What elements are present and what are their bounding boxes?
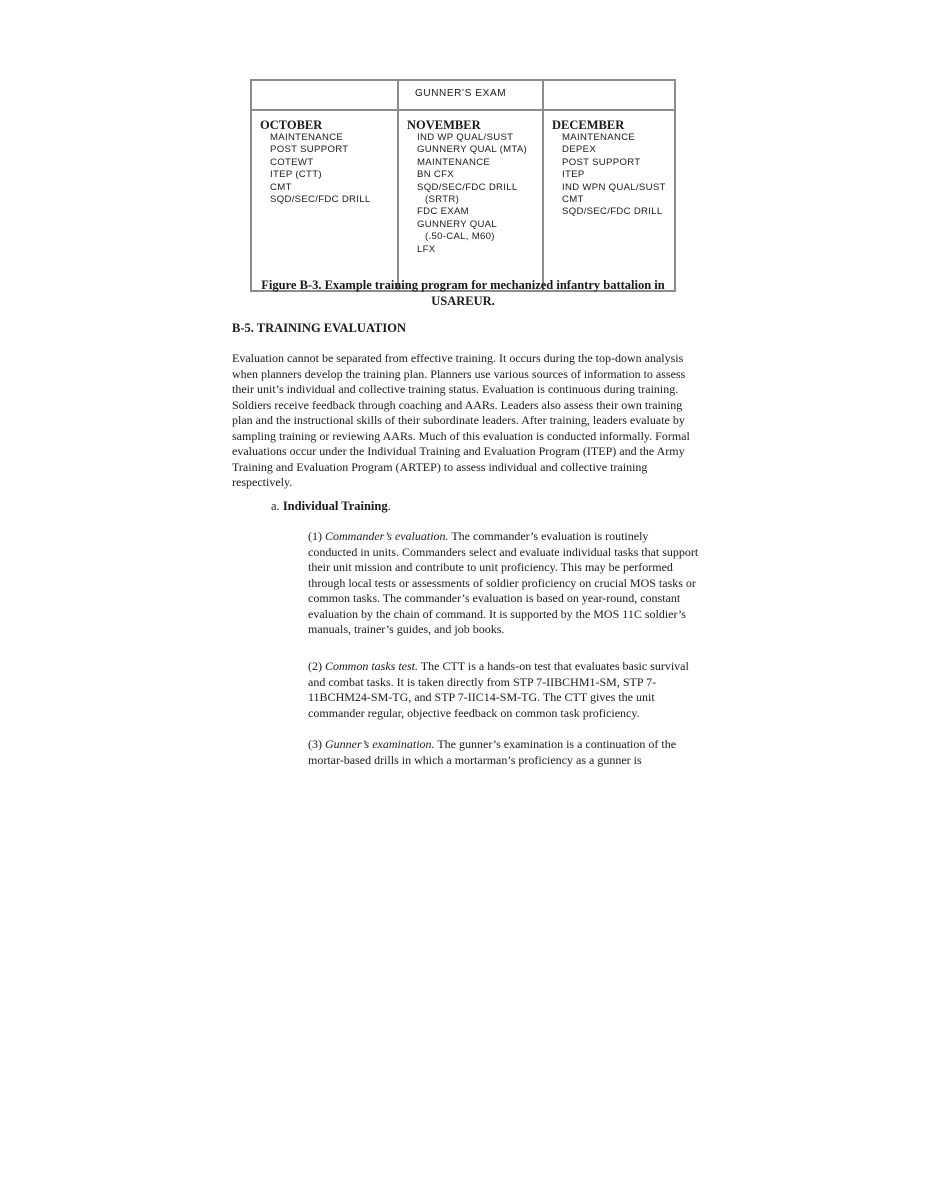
figure-caption: [232, 277, 694, 309]
list-item: IND WP QUAL/SUST: [417, 132, 514, 143]
month-column-october: [252, 111, 399, 290]
table-months-row: [252, 111, 674, 290]
list-item: CMT: [270, 181, 292, 193]
table-header-cell-2: GUNNER’S EXAM: [399, 81, 544, 109]
list-item: GUNNERY QUAL (MTA): [417, 144, 528, 156]
table-header-row: [252, 81, 674, 111]
list-item: (SRTR): [425, 194, 460, 206]
caption-line-2: USAREUR.: [431, 294, 495, 308]
month-title: OCTOBER: [260, 118, 323, 132]
list-item: ITEP (CTT): [270, 169, 322, 181]
paragraph-label: Commander’s evaluation.: [325, 529, 449, 543]
month-title: DECEMBER: [552, 118, 625, 132]
paragraph-number: (3): [308, 737, 325, 751]
list-item: MAINTENANCE: [562, 132, 636, 143]
month-items: [552, 132, 674, 219]
list-item: IND WPN QUAL/SUST: [562, 181, 666, 193]
list-item: GUNNERY QUAL: [417, 218, 498, 230]
list-item: COTEWT: [270, 156, 314, 168]
paragraph-text: The commander’s evaluation is routinely conducted in units. Commanders select and evaluate individual tasks that support their unit mission and contribute to unit proficiency. This may be performed through local tests or assessments of soldier proficiency on crucial MOS tasks or common tasks. The commander’s evaluation is based on year-round, constant evaluation by the chain of command. It is supported by the MOS 11C soldier’s manuals, trainer’s guides, and job books.: [308, 529, 699, 636]
paragraph-text: The gunner’s examination is a continuation of the mortar-based drills in which a mortarman’s proficiency as a gunner is: [308, 737, 677, 767]
list-item: MAINTENANCE: [417, 156, 491, 168]
sub-heading-title: Individual Training: [282, 499, 388, 513]
sub-heading: [271, 499, 391, 514]
list-item: CMT: [562, 194, 584, 206]
paragraph-label: Common tasks test.: [325, 659, 418, 673]
list-item: POST SUPPORT: [562, 156, 641, 168]
paragraph-label: Gunner’s examination.: [325, 737, 435, 751]
month-title: NOVEMBER: [407, 118, 481, 132]
list-item: POST SUPPORT: [270, 144, 349, 156]
month-column-december: [544, 111, 674, 290]
paragraph-number: (2): [308, 659, 325, 673]
list-item: SQD/SEC/FDC DRILL: [270, 194, 371, 206]
month-items: [260, 132, 397, 206]
paragraph-gunners-examination: [308, 737, 700, 768]
month-column-november: [399, 111, 544, 290]
paragraph-text: The CTT is a hands-on test that evaluates basic survival and combat tasks. It is taken directly from STP 7-IIBCHM1-SM, STP 7-11BCHM24-SM-TG, and STP 7-IIC14-SM-TG. The CTT gives the unit commander regular, objective feedback on common task proficiency.: [308, 659, 689, 720]
paragraph-common-tasks-test: [308, 659, 700, 721]
list-item: (.50-CAL, M60): [425, 231, 495, 243]
sub-heading-suffix: .: [387, 499, 391, 513]
list-item: LFX: [417, 243, 436, 255]
training-schedule-table: [250, 79, 676, 292]
intro-paragraph: Evaluation cannot be separated from effective training. It occurs during the top-down analysis when planners develop the training plan. Planners use various sources of information to assess their unit’s individual and collective training status. Evaluation is continuous during training. Soldiers receive feedback through coaching and AARs. Leaders also assess their own training plan and the instructional skills of their subordinate leaders. After training, leaders evaluate by sampling training or reviewing AARs. Much of this evaluation is conducted informally. Formal evaluations occur under the Individual Training and Evaluation Program (ITEP) and the Army Training and Evaluation Program (ARTEP) to assess individual and collective training respectively.: [232, 351, 690, 489]
list-item: MAINTENANCE: [270, 132, 344, 143]
list-item: BN CFX: [417, 169, 454, 181]
caption-line-1: Figure B-3. Example training program for mechanized infantry battalion in: [261, 278, 665, 292]
list-item: ITEP: [562, 169, 585, 181]
list-item: SQD/SEC/FDC DRILL: [417, 181, 518, 193]
list-item: FDC EXAM: [417, 206, 469, 218]
table-header-cell-3: [544, 81, 674, 109]
table-header-cell-1: [252, 81, 399, 109]
section-heading: B-5. TRAINING EVALUATION: [232, 321, 406, 335]
paragraph-commanders-evaluation: [308, 529, 700, 638]
list-item: DEPEX: [562, 144, 597, 156]
sub-heading-prefix: a.: [271, 499, 283, 513]
month-items: [407, 132, 542, 256]
paragraph-number: (1): [308, 529, 325, 543]
list-item: SQD/SEC/FDC DRILL: [562, 206, 663, 218]
